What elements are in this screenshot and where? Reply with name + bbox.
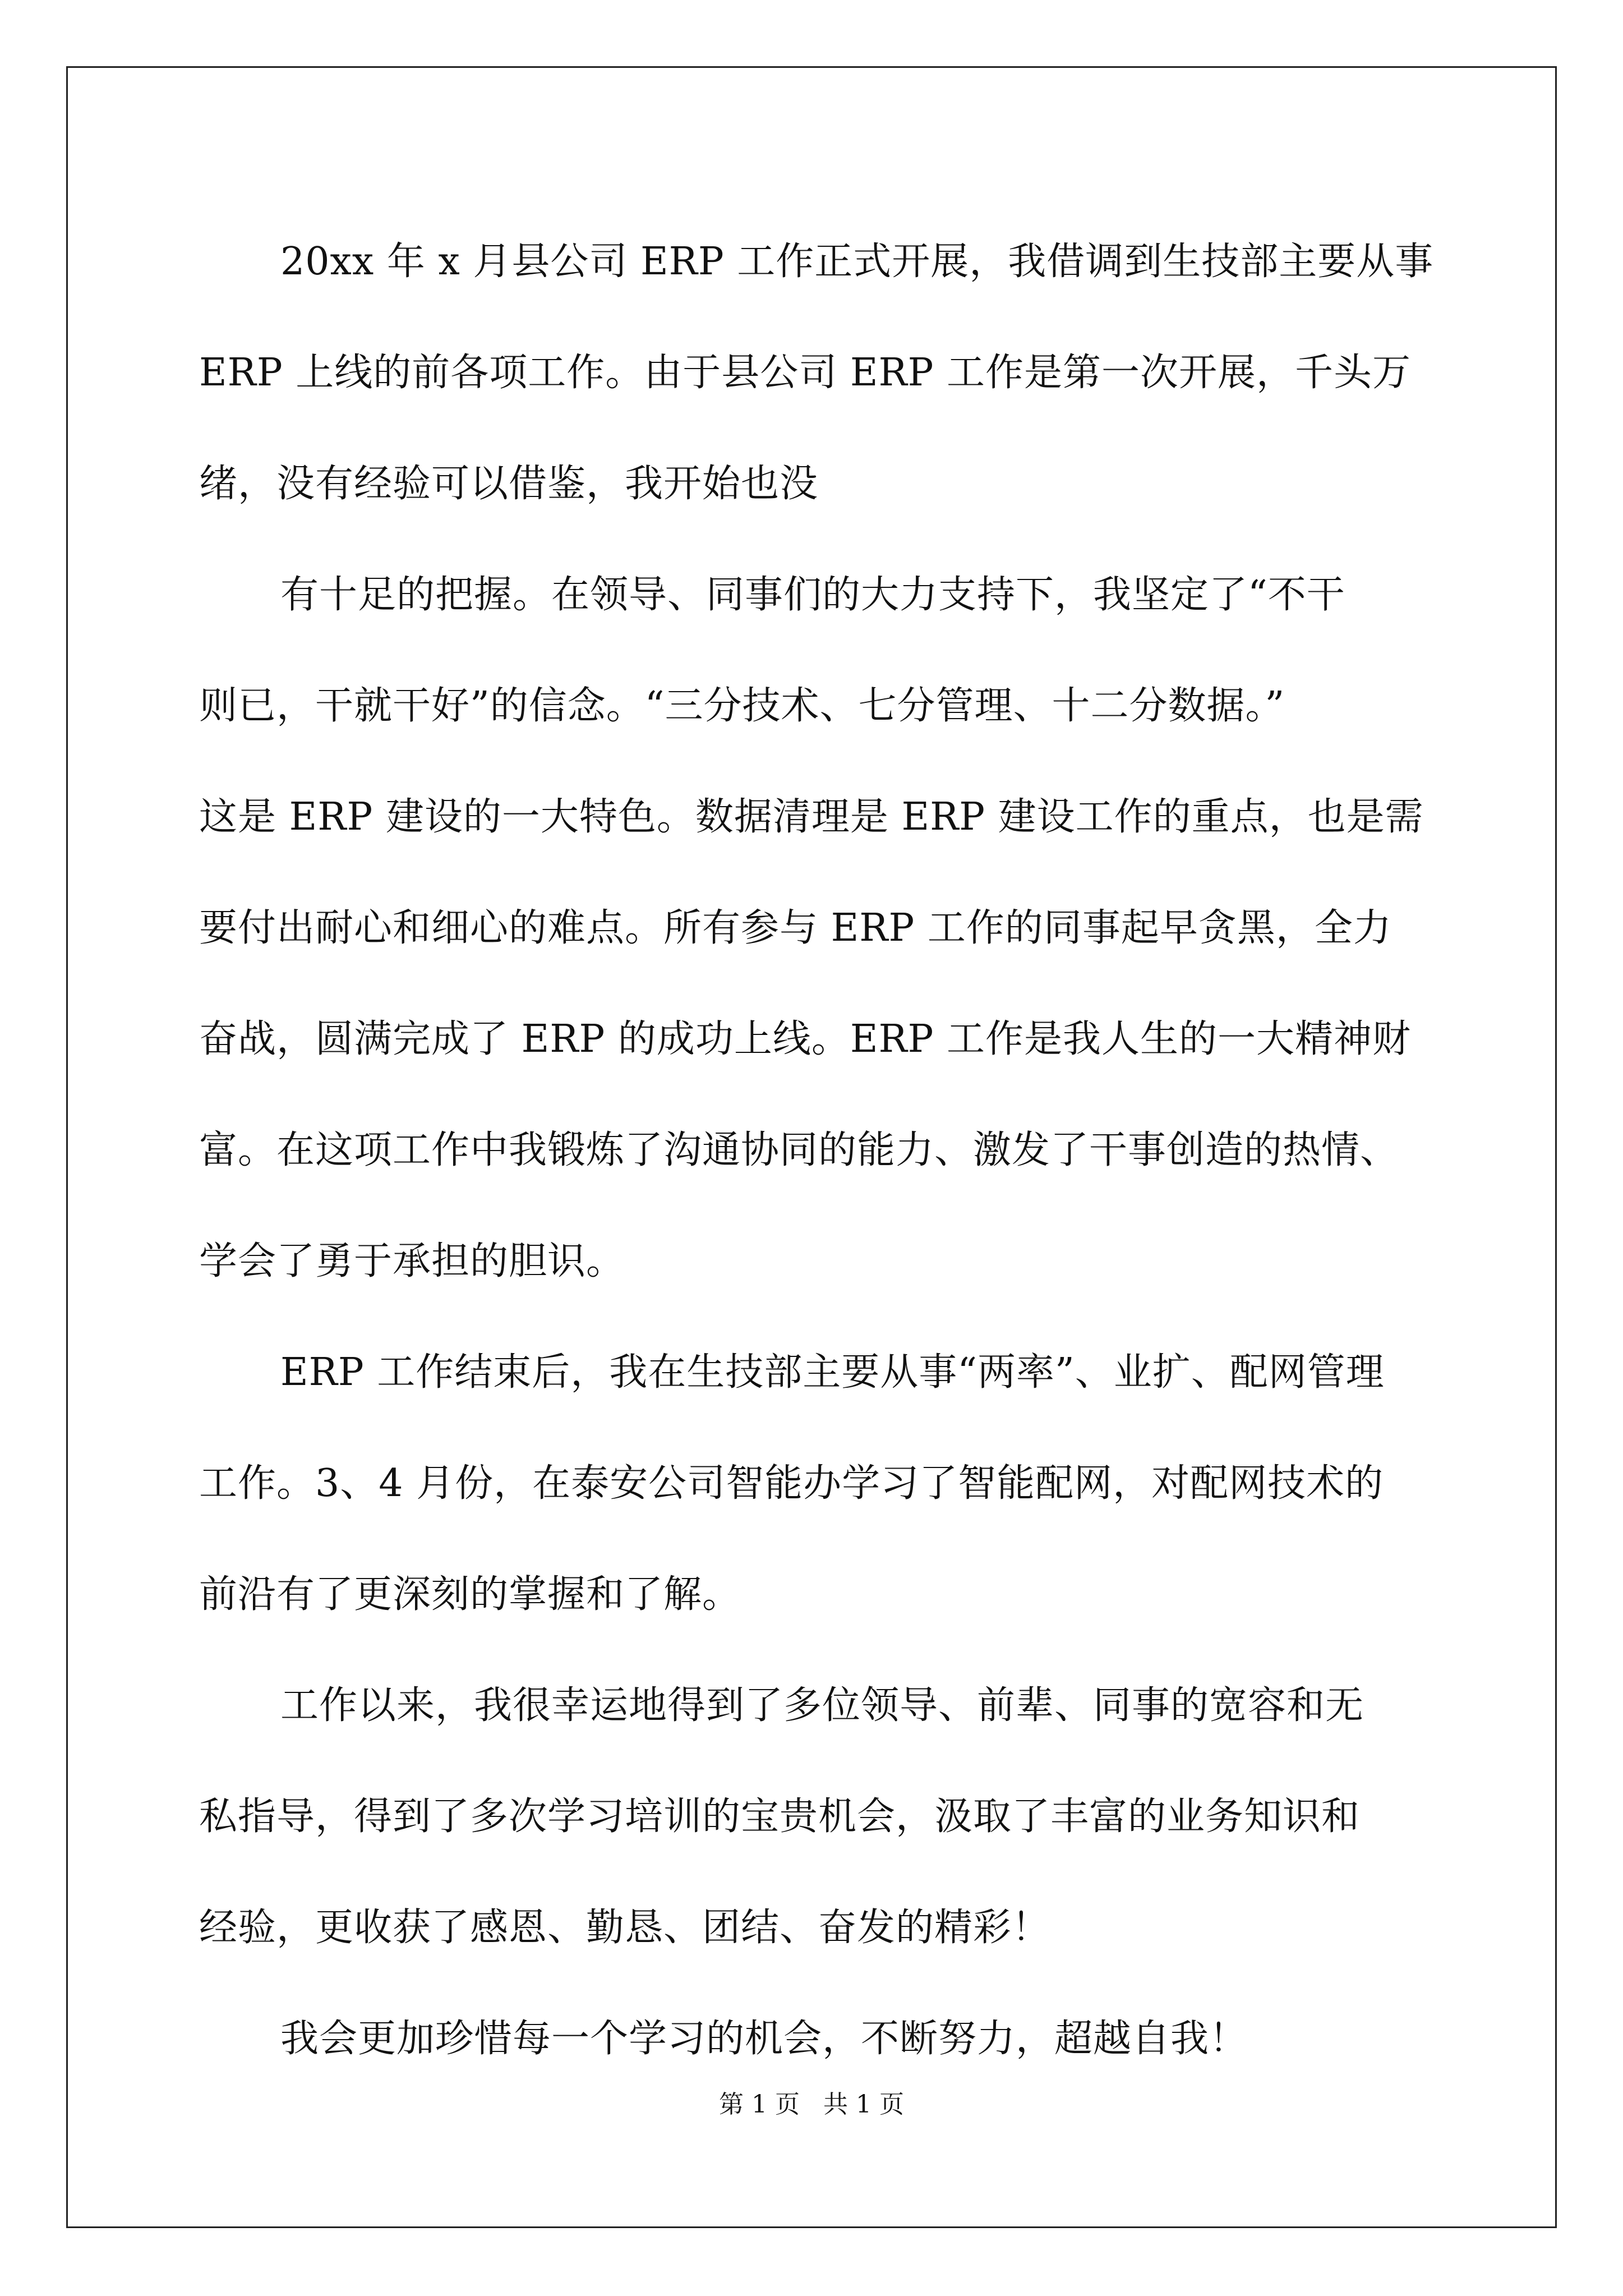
paragraph-2-line-6: 富。在这项工作中我锻炼了沟通协同的能力、激发了干事创造的热情、	[199, 1128, 1399, 1172]
paragraph-1-line-2: ERP 上线的前各项工作。由于县公司 ERP 工作是第一次开展，千头万	[199, 351, 1412, 395]
paragraph-3-line-2: 工作。3、4 月份，在泰安公司智能办学习了智能配网，对配网技术的	[199, 1461, 1384, 1506]
page-footer: 第 1 页 共 1 页	[719, 2090, 904, 2119]
paragraph-1-line-3: 绪，没有经验可以借鉴，我开始也没	[199, 462, 819, 506]
paragraph-2-line-5: 奋战，圆满完成了 ERP 的成功上线。ERP 工作是我人生的一大精神财	[199, 1017, 1412, 1061]
paragraph-2-line-1: 有十足的把握。在领导、同事们的大力支持下，我坚定了“不干	[280, 573, 1345, 617]
paragraph-1-line-1: 20xx 年 x 月县公司 ERP 工作正式开展，我借调到生技部主要从事	[280, 240, 1434, 284]
paragraph-4-line-2: 私指导，得到了多次学习培训的宝贵机会，汲取了丰富的业务知识和	[199, 1795, 1361, 1839]
paragraph-2-line-4: 要付出耐心和细心的难点。所有参与 ERP 工作的同事起早贪黑，全力	[199, 906, 1392, 950]
paragraph-2-line-3: 这是 ERP 建设的一大特色。数据清理是 ERP 建设工作的重点，也是需	[199, 795, 1424, 839]
document-body	[199, 206, 1455, 2095]
paragraph-4-line-1: 工作以来，我很幸运地得到了多位领导、前辈、同事的宽容和无	[280, 1683, 1364, 1728]
paragraph-4-line-3: 经验，更收获了感恩、勤恳、团结、奋发的精彩！	[199, 1906, 1051, 1950]
paragraph-2-line-2: 则已，干就干好”的信念。“三分技术、七分管理、十二分数据。”	[199, 684, 1285, 728]
paragraph-3-line-1: ERP 工作结束后，我在生技部主要从事“两率”、业扩、配网管理	[280, 1350, 1385, 1395]
paragraph-3-line-3: 前沿有了更深刻的掌握和了解。	[199, 1572, 741, 1617]
paragraph-5-line-1: 我会更加珍惜每一个学习的机会，不断努力，超越自我！	[280, 2017, 1248, 2061]
paragraph-2-line-7: 学会了勇于承担的胆识。	[199, 1239, 625, 1283]
